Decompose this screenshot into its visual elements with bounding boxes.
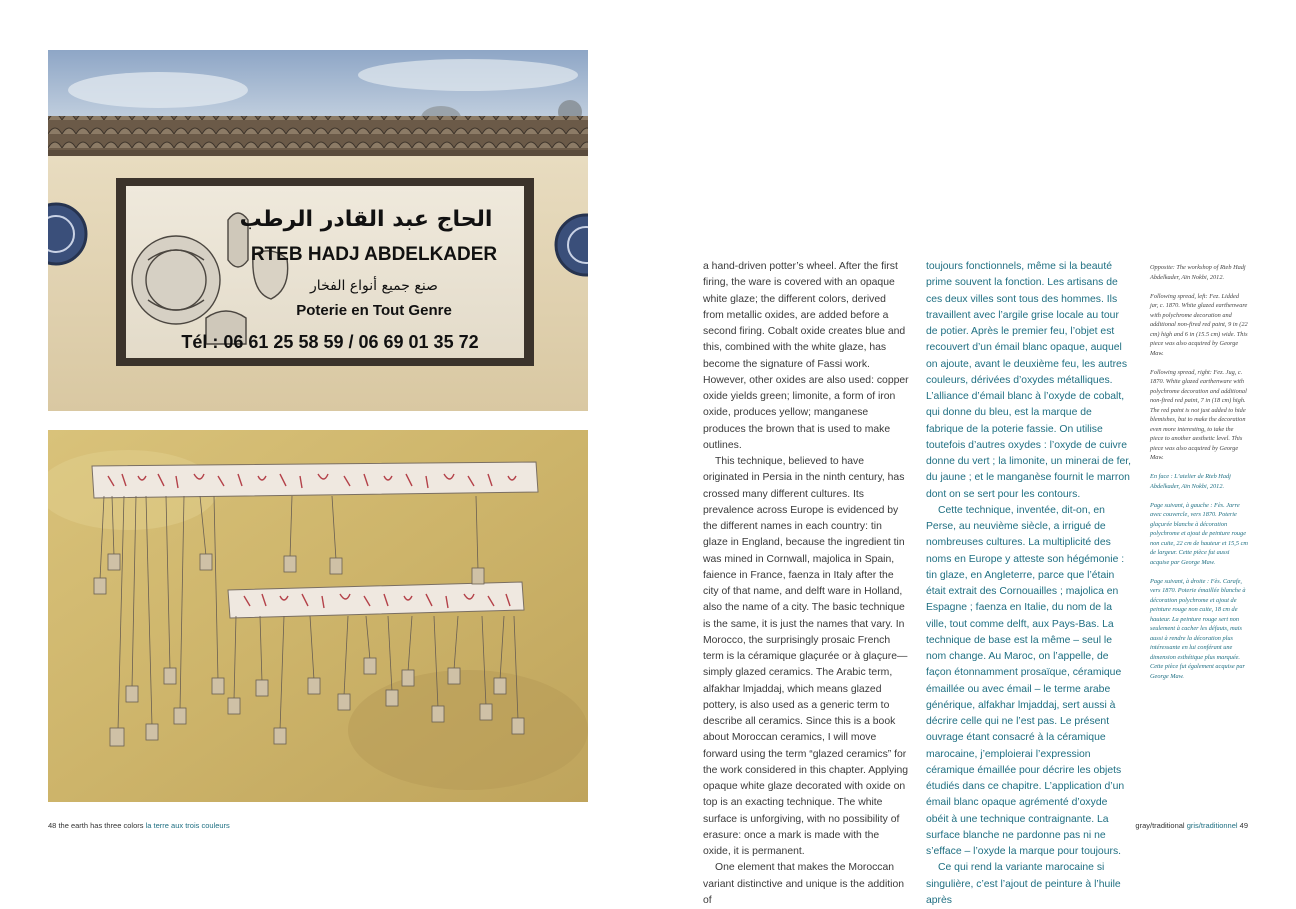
caption-following-right-en: Following spread, right: Fez. Jug, c. 1870. White glazed earthenware with polychrome decoration and additional non-fired red paint, 7 in (18 cm) high. The red paint is not just added to hide blemishes, but to make the decoration even more interesting, to take the piece to another aesthetic level. This piece was also acquired by George Maw.	[1150, 368, 1247, 461]
footer-right	[1135, 821, 1248, 830]
french-paragraph-1: toujours fonctionnels, même si la beauté prime souvent la fonction. Les artisans de ces deux villes sont tous des hommes. Ils travaillent avec l’argile grise locale au tour de potier. Après le premier feu, l’objet est recouvert d’un émail blanc opaque, auquel on ajoute, avant le deuxième feu, les autres couleurs, dérivées d’oxydes métalliques. L’alliance d’émail blanc à l’oxyde de cobalt, qui donne du bleu, est la marque de fabrique de la poterie fassie. On utilise toutefois d’autres oxydes : l’oxyde de cuivre donne du vert ; la limonite, un minerai de fer, du jaune ; et le manganèse fournit le marron dont on se sert pour les contours.	[926, 261, 1132, 500]
sign-name: RTEB HADJ ABDELKADER	[250, 244, 498, 265]
running-title-en: the earth has three colors	[58, 821, 144, 830]
sign-poterie: Poterie en Tout Genre	[296, 302, 452, 319]
english-paragraph-2: This technique, believed to have originated in Persia in the ninth century, has crossed many different cultures. Its prevalence across Europe is evidenced by the different names in each country: tin glaze in England, because the ingredient tin was mined in Cornwall, majolica in Spain, faience in France, faenza in Italy after the city of that name, and delft ware in Holland, also the name of a city. The basic technique is the same, it is just the names that vary. In Morocco, the surprisingly prosaic French term is la céramique glaçurée or à glaçure—simply glazed ceramics. The Arabic term, alfakhar lmjaddaj, which means glazed pottery, is also used as a generic term to describe all ceramics. Since this is a book about Moroccan ceramics, I will move forward using the term “glazed ceramics” for the work considered in this chapter. Applying opaque white glaze decorated with oxide on top is an exacting technique. The white surface is unforgiving, with no possibility of erasure: once a mark is made with the oxide, it is permanent.	[703, 456, 909, 857]
workshop-sign-photo	[48, 50, 588, 411]
sign-arabic-name: الحاج عبد القادر الرطب	[239, 207, 493, 232]
section-title-fr: gris/traditionnel	[1186, 821, 1238, 830]
footer-left	[48, 821, 230, 830]
french-paragraph-2: Cette technique, inventée, dit-on, en Perse, au neuvième siècle, a irrigué de nombreuses cultures. La multiplicité des noms en Europe y atteste son hégémonie : tin glaze, en Angleterre, parce que l’étain était extrait des Cornouailles ; majolica en Espagne ; faenza en Italie, du nom de la ville, tout comme delft, aux Pays-Bas. La technique de base est la même – seul le nom change. Au Maroc, on l’appelle, de façon étonnamment prosaïque, céramique émaillée ou avec émail – le terme arabe générique, alfakhar lmjaddaj, sert aussi à décrire celle qui ne l’est pas. Le présent ouvrage étant consacré à la céramique marocaine, j’emploierai l’expression céramique émaillée pour décrire les objets étudiés dans ce chapitre. L’application d’un émail blanc opaque agrémenté d’oxyde obéit à une technique contraignante. La surface blanche ne pardonne pas ni ne s’efface – l’oxyde la marque pour toujours.	[926, 504, 1125, 857]
running-title-fr: la terre aux trois couleurs	[145, 821, 230, 830]
french-column	[926, 259, 1132, 909]
drying-tags-photo	[48, 430, 588, 802]
caption-opposite-fr: En face : L’atelier de Rteb Hadj Abdelkader, Aïn Nokbi, 2012.	[1150, 473, 1231, 490]
page-number-left: 48	[48, 821, 57, 830]
english-paragraph-1: a hand-driven potter’s wheel. After the first firing, the ware is covered with an opaque white glaze; the different colors, derived from metallic oxides, are added before a second firing. Cobalt oxide creates blue and this, combined with the white glaze, has become the signature of Fassi work. However, other oxides are also used: copper oxide yields green; limonite, a form of iron oxide, produces yellow; manganese produces the brown that is used to make outlines.	[703, 261, 909, 451]
captions-column	[1150, 263, 1248, 691]
french-paragraph-3: Ce qui rend la variante marocaine si singulière, c’est l’ajout de peinture à l’huile après	[926, 862, 1121, 906]
caption-following-left-fr: Page suivant, à gauche : Fès. Jarre avec couvercle, vers 1870. Poterie glaçurée blanche à décoration polychrome et ajout de peinture rouge non cuite, 22 cm de hauteur et 15,5 cm de largeur. Cette pièce fut aussi acquise par George Maw.	[1150, 501, 1248, 566]
caption-following-left-en: Following spread, left: Fez. Lidded jar, c. 1870. White glazed earthenware with polychrome decoration and additional non-fired red paint, 9 in (22 cm) high and 6 in (15.5 cm) wide. This piece was also acquired by George Maw.	[1150, 292, 1248, 357]
caption-opposite-en: Opposite: The workshop of Rteb Hadj Abdelkader, Aïn Nokbi, 2012.	[1150, 264, 1246, 281]
english-paragraph-3: One element that makes the Moroccan variant distinctive and unique is the addition of	[703, 862, 905, 906]
page-number-right: 49	[1239, 821, 1248, 830]
workshop-sign-illustration	[48, 50, 588, 411]
sign-phone: Tél : 06 61 25 58 59 / 06 69 01 35 72	[181, 332, 479, 352]
section-title-en: gray/traditional	[1135, 821, 1185, 830]
drying-tags-illustration	[48, 430, 588, 802]
top-board	[92, 462, 538, 498]
left-page	[0, 0, 648, 864]
caption-following-right-fr: Page suivant, à droite : Fès. Carafe, vers 1870. Poterie émaillée blanche à décoration polychrome et ajout de peinture rouge non cuite, 18 cm de hauteur. La peinture rouge sert non seulement à cacher les défauts, mais aussi à rendre la décoration plus intéressante en lui conférant une dimension esthétique plus marquée. Cette pièce fut également acquise par George Maw.	[1150, 577, 1246, 680]
english-column	[703, 259, 909, 909]
sign-arabic-sub: صنع جميع أنواع الفخار	[310, 278, 438, 294]
